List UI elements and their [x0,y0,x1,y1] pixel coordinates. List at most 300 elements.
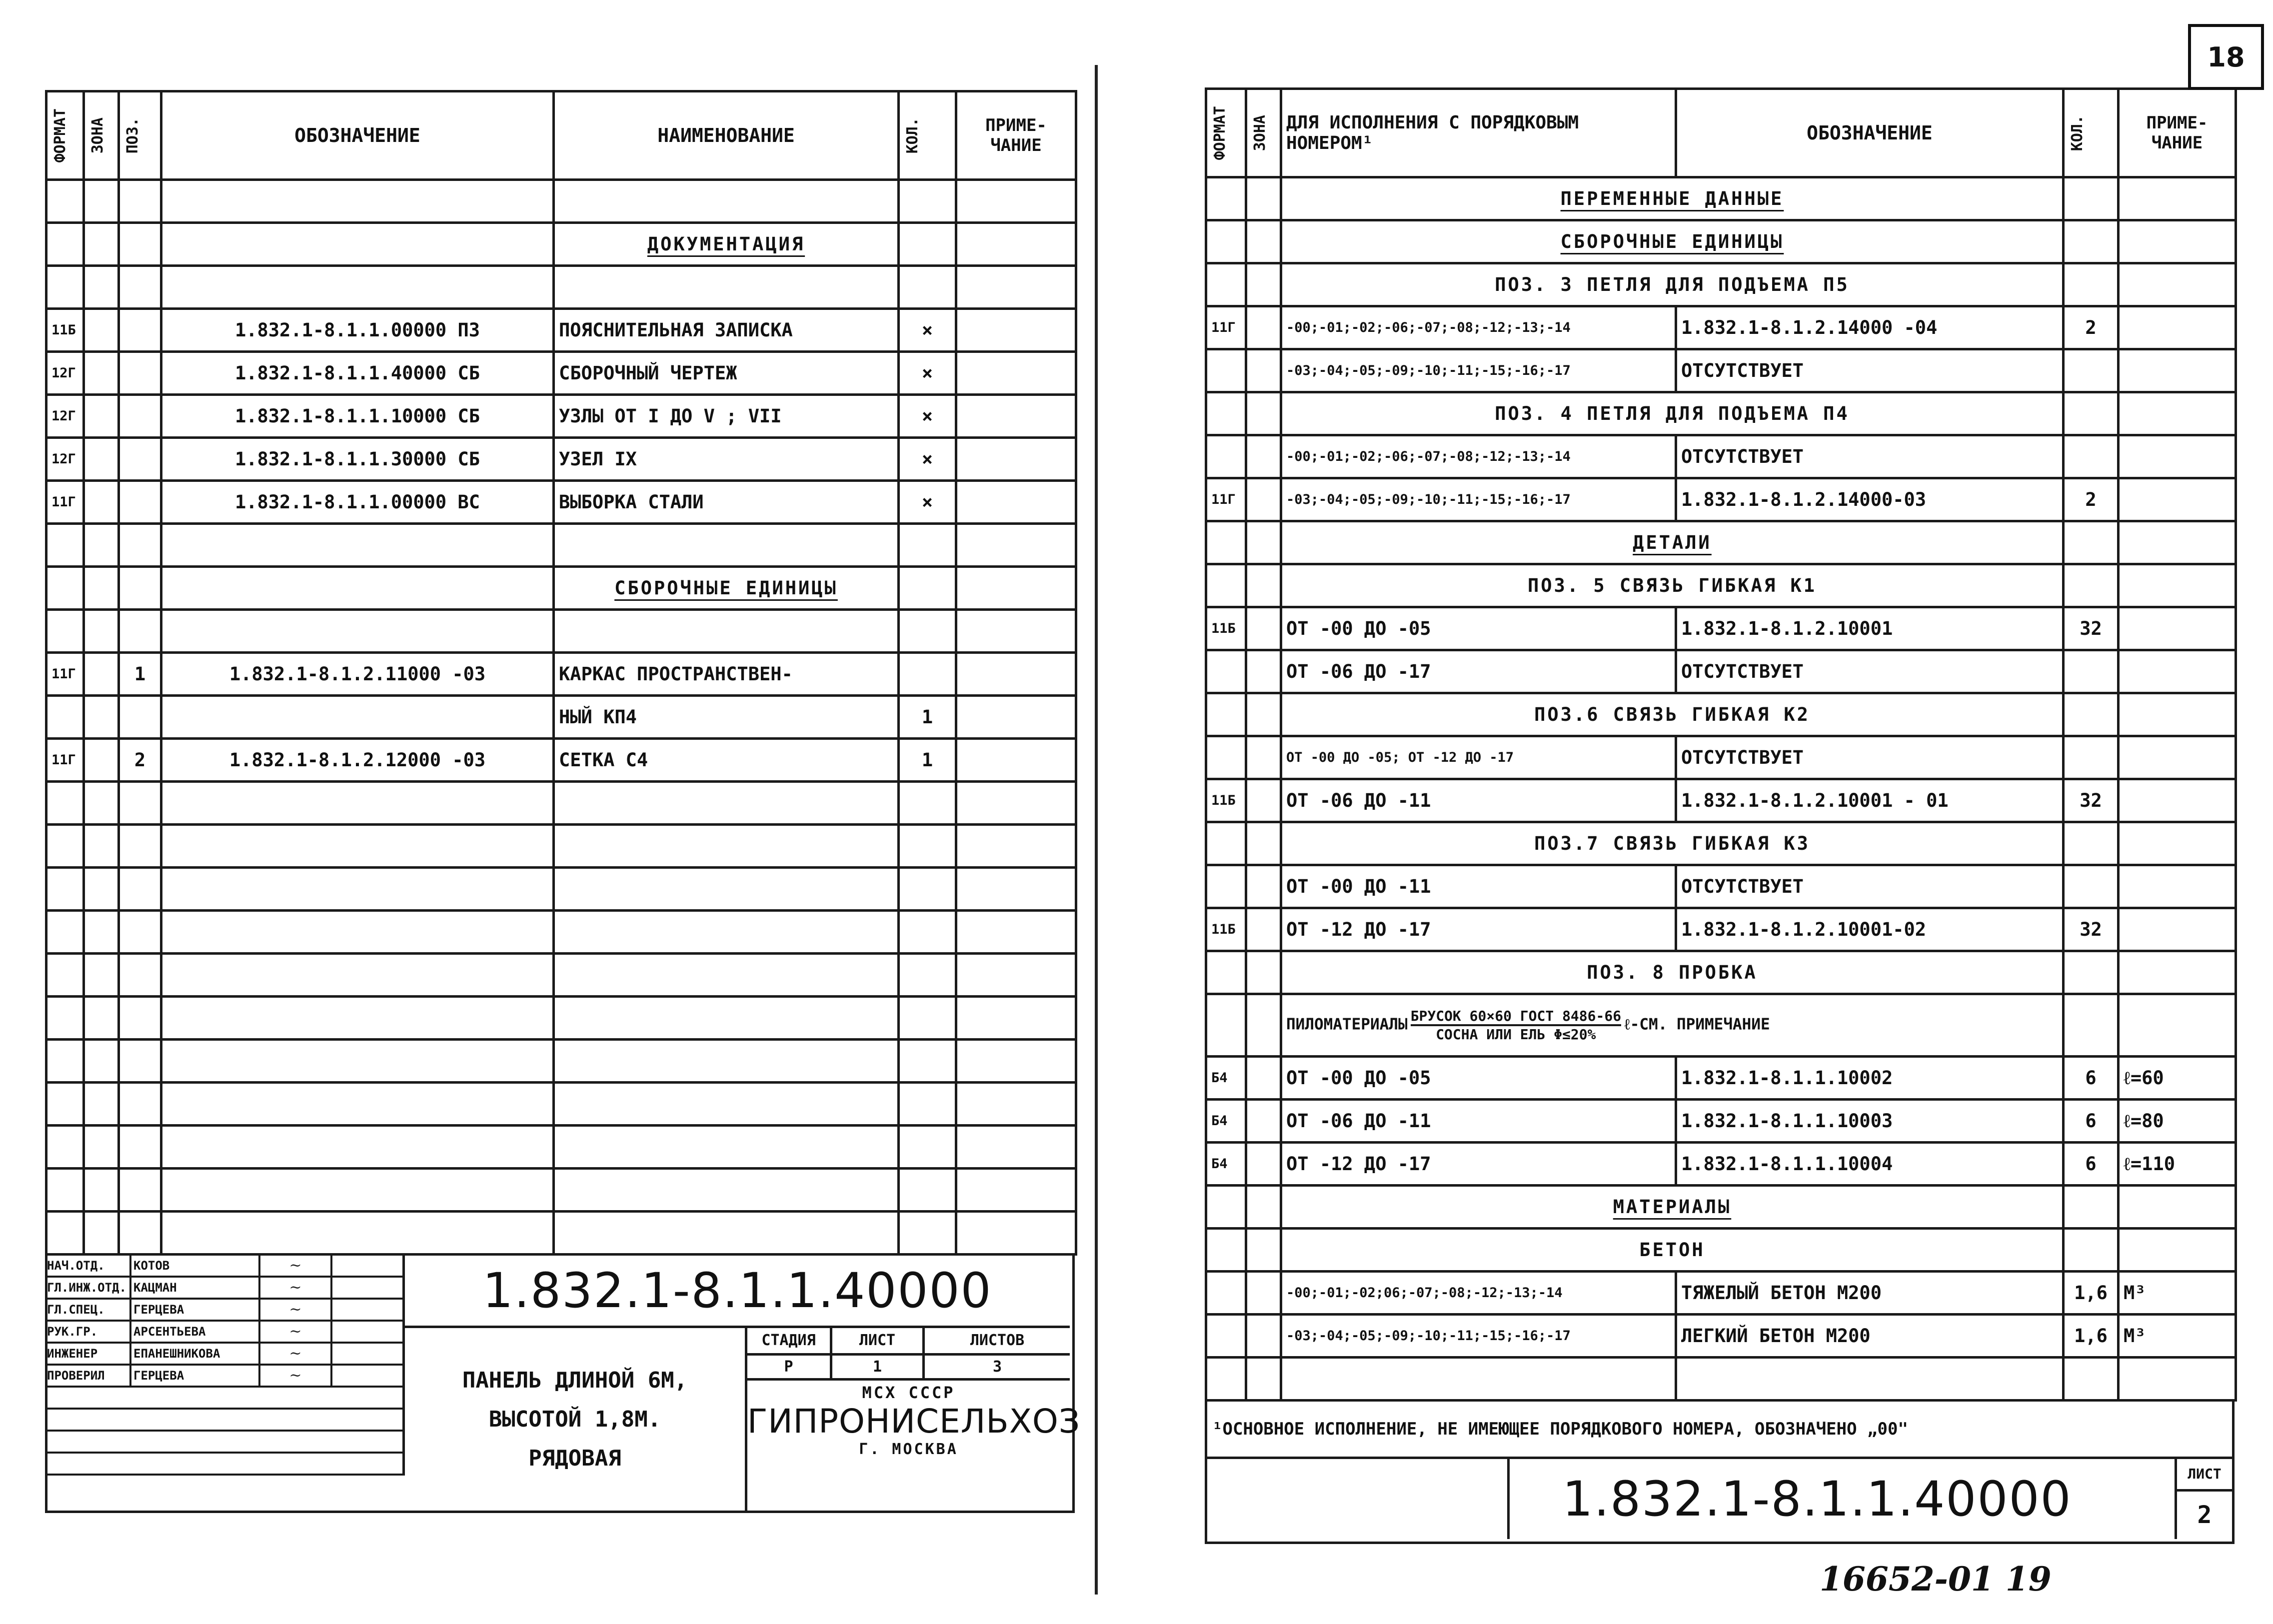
left-table-body [46,180,1076,1255]
table-row [46,395,1076,438]
stamp-stage-header: СТАДИЯ [747,1328,832,1353]
sheet-fold-line [1095,65,1098,1595]
cell-variants: -00;-01;-02;-06;-07;-08;-12;-13;-14 [1281,435,1676,478]
empty-cell [119,1040,161,1083]
cell-note [2119,693,2236,736]
empty-cell [956,1126,1076,1169]
cell-name [554,610,899,653]
stamp-signature: ~ [260,1278,332,1298]
lumber-fraction [1411,1008,1621,1043]
stamp-role-row [45,1366,405,1388]
lumber-suffix: ℓ-СМ. ПРИМЕЧАНИЕ [1624,1015,1770,1034]
cell-zone [1246,951,1281,994]
cell-fmt [46,524,84,567]
table-row [1206,1100,2236,1143]
cell-zone [84,524,119,567]
cell-note [2119,1186,2236,1229]
cell-fmt [46,223,84,266]
stamp-person: КОТОВ [131,1256,260,1276]
table-row [1206,435,2236,478]
cell-qty: × [899,352,956,395]
cell-qty: 1 [899,739,956,782]
cell-qty [2064,349,2119,392]
cell-designation: 1.832.1-8.1.1.00000 ВС [161,481,554,524]
section-row [1206,220,2236,263]
cell-zone [1246,306,1281,349]
stamp-role: ГЛ.СПЕЦ. [45,1300,131,1320]
cell-variants: -03;-04;-05;-09;-10;-11;-15;-16;-17 [1281,478,1676,521]
position-title-row [1206,951,2236,994]
table-row [46,524,1076,567]
cell-note [956,739,1076,782]
cell-zone [1246,1272,1281,1315]
stamp-org-name: ГИПРОНИСЕЛЬХОЗ [747,1402,1081,1441]
cell-qty: 32 [2064,607,2119,650]
cell-fmt: 11Б [1206,908,1246,951]
empty-row [46,825,1076,868]
cell-designation: 1.832.1-8.1.1.00000 ПЗ [161,309,554,352]
cell-note [956,524,1076,567]
empty-cell [899,1126,956,1169]
cell-qty: 6 [2064,1143,2119,1186]
cell-note [2119,435,2236,478]
empty-cell [956,868,1076,911]
stamp-person: АРСЕНТЬЕВА [131,1322,260,1342]
cell-name: КАРКАС ПРОСТРАНСТВЕН- [554,653,899,696]
cell-note [2119,736,2236,779]
empty-cell [119,1212,161,1255]
cell-pos [119,180,161,223]
empty-row [46,868,1076,911]
cell-fmt [1206,1229,1246,1272]
empty-cell [161,911,554,954]
empty-cell [119,954,161,997]
cell-designation: 1.832.1-8.1.2.14000 -04 [1676,306,2064,349]
right-stamp-sheet-header: ЛИСТ [2177,1459,2232,1492]
cell-fmt: Б4 [1206,1057,1246,1100]
section-heading: МАТЕРИАЛЫ [1281,1186,2064,1229]
cell-pos: 2 [119,739,161,782]
position-title-row [1206,822,2236,865]
stamp-date [332,1366,402,1386]
right-stamp-sheet [2175,1459,2232,1539]
empty-cell [84,1126,119,1169]
empty-cell [899,911,956,954]
empty-cell [899,954,956,997]
cell-note: М³ [2119,1315,2236,1358]
cell-designation: 1.832.1-8.1.1.40000 СБ [161,352,554,395]
cell-variants: ОТ -06 ДО -17 [1281,650,1676,693]
empty-cell [46,825,84,868]
cell-zone [1246,865,1281,908]
stamp-roles [45,1256,405,1476]
cell-fmt [1206,177,1246,220]
cell-note [956,352,1076,395]
table-row [46,180,1076,223]
cell-designation [161,180,554,223]
lumber-spec [1281,994,2064,1057]
cell-variants: ОТ -06 ДО -11 [1281,779,1676,822]
cell-fmt: 12Г [46,395,84,438]
empty-cell [46,997,84,1040]
cell-note [956,309,1076,352]
cell-note [2119,263,2236,306]
cell-fmt [1206,1358,1246,1401]
cell-qty: 2 [2064,306,2119,349]
cell-fmt: Б4 [1206,1100,1246,1143]
cell-name: УЗЕЛ IX [554,438,899,481]
cell-variants: ОТ -00 ДО -05 [1281,607,1676,650]
empty-cell [119,997,161,1040]
cell-note [2119,478,2236,521]
lumber-denominator: СОСНА ИЛИ ЕЛЬ Φ≤20% [1436,1026,1596,1043]
cell-zone [84,266,119,309]
cell-zone [1246,822,1281,865]
cell-qty [2064,263,2119,306]
stamp-role: ГЛ.ИНЖ.ОТД. [45,1278,131,1298]
cell-note: М³ [2119,1272,2236,1315]
header-pos: ПОЗ. [119,91,161,180]
cell-note [2119,392,2236,435]
stamp-title-line-2: ВЫСОТОЙ 1,8М. [488,1406,661,1432]
table-row [1206,908,2236,951]
cell-designation [161,524,554,567]
cell-zone [1246,1358,1281,1401]
empty-row [46,1040,1076,1083]
empty-cell [84,1040,119,1083]
cell-fmt: 11Г [46,481,84,524]
cell-pos [119,266,161,309]
cell-qty: 2 [2064,478,2119,521]
cell-fmt [46,180,84,223]
cell-qty: × [899,481,956,524]
cell-qty [899,653,956,696]
cell-pos [119,223,161,266]
stamp-role: НАЧ.ОТД. [45,1256,131,1276]
cell-fmt [1206,736,1246,779]
stamp-role-row [45,1300,405,1322]
cell-zone [1246,521,1281,564]
header-zone: ЗОНА [1246,89,1281,177]
cell-qty: 6 [2064,1057,2119,1100]
cell-qty [2064,1186,2119,1229]
cell-note [956,266,1076,309]
cell-fmt [46,696,84,739]
empty-cell [554,1169,899,1212]
table-row [46,438,1076,481]
cell-note [2119,607,2236,650]
cell-pos [119,696,161,739]
cell-designation: 1.832.1-8.1.1.30000 СБ [161,438,554,481]
cell-name [554,266,899,309]
table-row [46,610,1076,653]
empty-cell [119,1083,161,1126]
cell-pos [119,567,161,610]
cell-zone [1246,349,1281,392]
cell-note [2119,908,2236,951]
cell-designation [1676,1358,2064,1401]
cell-designation: 1.832.1-8.1.2.10001 [1676,607,2064,650]
cell-variants: ОТ -00 ДО -05 [1281,1057,1676,1100]
empty-cell [956,782,1076,825]
inventory-number: 16652-01 19 [1820,1560,2052,1599]
section-row [1206,521,2236,564]
cell-variants: ОТ -06 ДО -11 [1281,1100,1676,1143]
cell-zone [1246,736,1281,779]
cell-qty [2064,435,2119,478]
cell-variants: -00;-01;-02;06;-07;-08;-12;-13;-14 [1281,1272,1676,1315]
table-row [46,223,1076,266]
cell-zone [84,352,119,395]
cell-zone [84,309,119,352]
header-name: НАИМЕНОВАНИЕ [554,91,899,180]
cell-qty: × [899,309,956,352]
cell-zone [84,438,119,481]
cell-fmt [1206,435,1246,478]
empty-cell [46,911,84,954]
table-row [1206,306,2236,349]
cell-qty [2064,865,2119,908]
cell-designation: ОТСУТСТВУЕТ [1676,650,2064,693]
left-stamp-title [405,1328,747,1511]
empty-cell [161,1212,554,1255]
empty-cell [84,997,119,1040]
empty-row [46,1126,1076,1169]
table-row [46,481,1076,524]
empty-cell [84,868,119,911]
stamp-date [332,1278,402,1298]
empty-cell [119,825,161,868]
cell-fmt [1206,263,1246,306]
cell-fmt: 11Г [1206,478,1246,521]
section-heading: ПЕРЕМЕННЫЕ ДАННЫЕ [1281,177,2064,220]
cell-note [2119,951,2236,994]
cell-qty [2064,1229,2119,1272]
cell-qty: × [899,438,956,481]
empty-cell [161,997,554,1040]
cell-fmt [1206,349,1246,392]
table-row [1206,478,2236,521]
stamp-date [332,1300,402,1320]
header-for-variant: ДЛЯ ИСПОЛНЕНИЯ С ПОРЯДКОВЫМ НОМЕРОМ¹ [1281,89,1676,177]
stamp-stage-value: Р [747,1356,832,1378]
position-title: ПОЗ. 8 ПРОБКА [1281,951,2064,994]
cell-qty: 32 [2064,908,2119,951]
cell-fmt [1206,994,1246,1057]
stamp-person: ЕПАНЕШНИКОВА [131,1344,260,1364]
stamp-role-row [45,1256,405,1278]
empty-cell [161,1083,554,1126]
stamp-stage-grid [747,1328,1070,1378]
cell-note [2119,779,2236,822]
cell-fmt: Б4 [1206,1143,1246,1186]
cell-fmt [1206,392,1246,435]
cell-fmt [1206,1315,1246,1358]
empty-cell [554,868,899,911]
cell-qty [899,180,956,223]
cell-zone [1246,177,1281,220]
header-designation: ОБОЗНАЧЕНИЕ [1676,89,2064,177]
lumber-numerator: БРУСОК 60×60 ГОСТ 8486-66 [1411,1008,1621,1026]
position-title-row [1206,564,2236,607]
cell-name: СБОРОЧНЫЕ ЕДИНИЦЫ [554,567,899,610]
cell-qty [2064,822,2119,865]
table-row [1206,1272,2236,1315]
table-row [1206,349,2236,392]
position-title-row [1206,392,2236,435]
cell-note [2119,521,2236,564]
cell-variants: ОТ -00 ДО -05; ОТ -12 ДО -17 [1281,736,1676,779]
empty-cell [554,1126,899,1169]
empty-cell [84,954,119,997]
cell-designation [161,567,554,610]
empty-cell [956,1083,1076,1126]
cell-designation: 1.832.1-8.1.1.10000 СБ [161,395,554,438]
empty-cell [554,1212,899,1255]
cell-note: ℓ=60 [2119,1057,2236,1100]
cell-zone [1246,779,1281,822]
cell-name [554,524,899,567]
table-row [1206,865,2236,908]
cell-qty: 1,6 [2064,1315,2119,1358]
cell-qty [2064,521,2119,564]
stamp-org-city: Г. МОСКВА [859,1441,958,1458]
cell-zone [1246,994,1281,1057]
cell-designation: 1.832.1-8.1.1.10002 [1676,1057,2064,1100]
cell-qty [899,567,956,610]
table-row [1206,736,2236,779]
empty-cell [46,1083,84,1126]
cell-qty: 1,6 [2064,1272,2119,1315]
table-row [46,739,1076,782]
table-row [46,696,1076,739]
table-row [46,352,1076,395]
empty-cell [899,997,956,1040]
cell-fmt [1206,951,1246,994]
cell-qty [2064,564,2119,607]
cell-qty [2064,994,2119,1057]
cell-qty [2064,693,2119,736]
right-stamp-sheet-value: 2 [2197,1501,2212,1529]
header-note: ПРИМЕ-ЧАНИЕ [956,91,1076,180]
cell-note [2119,822,2236,865]
empty-row [46,1083,1076,1126]
empty-row [46,954,1076,997]
cell-pos [119,309,161,352]
cell-qty: 1 [899,696,956,739]
cell-fmt: 11Б [1206,607,1246,650]
cell-note [956,610,1076,653]
cell-designation [161,266,554,309]
cell-fmt [46,266,84,309]
cell-fmt [1206,822,1246,865]
cell-name [554,180,899,223]
cell-zone [84,610,119,653]
cell-variants: -03;-04;-05;-09;-10;-11;-15;-16;-17 [1281,349,1676,392]
cell-zone [1246,908,1281,951]
cell-zone [84,223,119,266]
cell-variants: ОТ -00 ДО -11 [1281,865,1676,908]
empty-cell [554,1083,899,1126]
cell-fmt [1206,865,1246,908]
empty-cell [956,954,1076,997]
empty-row [46,782,1076,825]
empty-cell [956,825,1076,868]
section-heading: СБОРОЧНЫЕ ЕДИНИЦЫ [1281,220,2064,263]
cell-note [956,567,1076,610]
stamp-person: КАЦМАН [131,1278,260,1298]
empty-cell [84,1083,119,1126]
cell-note [2119,994,2236,1057]
cell-qty [2064,650,2119,693]
cell-zone [1246,220,1281,263]
empty-cell [161,1040,554,1083]
stamp-empty-row [45,1410,405,1432]
empty-row [46,911,1076,954]
position-title: ПОЗ. 4 ПЕТЛЯ ДЛЯ ПОДЪЕМА П4 [1281,392,2064,435]
header-designation: ОБОЗНАЧЕНИЕ [161,91,554,180]
stamp-sheet-header: ЛИСТ [832,1328,925,1353]
cell-designation: ТЯЖЕЛЫЙ БЕТОН М200 [1676,1272,2064,1315]
cell-designation: 1.832.1-8.1.1.10003 [1676,1100,2064,1143]
cell-fmt [46,567,84,610]
cell-note [2119,306,2236,349]
cell-name: ПОЯСНИТЕЛЬНАЯ ЗАПИСКА [554,309,899,352]
cell-note [2119,349,2236,392]
cell-note [2119,564,2236,607]
cell-qty [2064,951,2119,994]
empty-cell [554,825,899,868]
empty-cell [84,911,119,954]
cell-qty [899,266,956,309]
cell-name: СЕТКА С4 [554,739,899,782]
stamp-signature: ~ [260,1344,332,1364]
cell-fmt [1206,220,1246,263]
stamp-sheet-value: 1 [832,1356,925,1378]
cell-zone [1246,1057,1281,1100]
left-stamp-code: 1.832.1-8.1.1.40000 [405,1256,1070,1328]
header-format: ФОРМАТ [46,91,84,180]
cell-name: НЫЙ КП4 [554,696,899,739]
stamp-title-line-1: ПАНЕЛЬ ДЛИНОЙ 6М, [462,1367,688,1393]
right-stamp-code: 1.832.1-8.1.1.40000 [1507,1459,2125,1539]
header-qty: КОЛ. [2064,89,2119,177]
cell-variants: ОТ -12 ДО -17 [1281,1143,1676,1186]
cell-variants: ОТ -12 ДО -17 [1281,908,1676,951]
empty-row [46,1212,1076,1255]
cell-variants: -03;-04;-05;-09;-10;-11;-15;-16;-17 [1281,1315,1676,1358]
cell-pos [119,481,161,524]
cell-note [956,438,1076,481]
empty-cell [956,1040,1076,1083]
cell-name: ВЫБОРКА СТАЛИ [554,481,899,524]
stamp-role-row [45,1322,405,1344]
cell-zone [1246,564,1281,607]
empty-cell [119,782,161,825]
cell-fmt [1206,521,1246,564]
cell-zone [84,180,119,223]
table-row [1206,1143,2236,1186]
position-title: БЕТОН [1281,1229,2064,1272]
right-footnote: ¹ОСНОВНОЕ ИСПОЛНЕНИЕ, НЕ ИМЕЮЩЕЕ ПОРЯДКОВОГО НОМЕРА, ОБОЗНАЧЕНО „00" [1205,1402,2235,1457]
cell-note [956,653,1076,696]
cell-designation [161,223,554,266]
cell-fmt: 11Г [1206,306,1246,349]
position-title-row [1206,693,2236,736]
cell-qty [899,524,956,567]
cell-pos [119,610,161,653]
stamp-signature: ~ [260,1322,332,1342]
